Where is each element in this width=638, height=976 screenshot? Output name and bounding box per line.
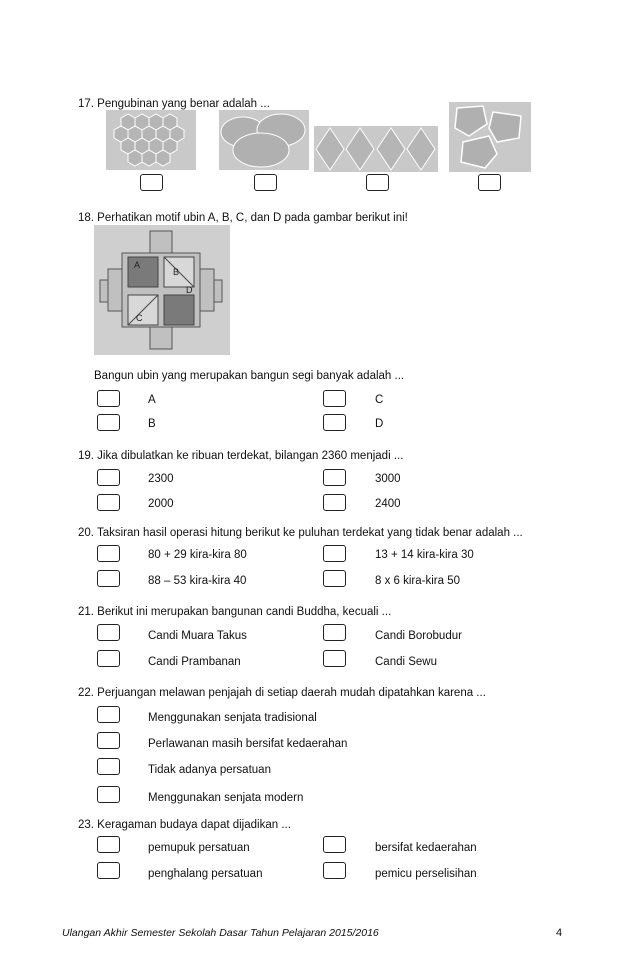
q21-option-1-checkbox[interactable]: [97, 624, 120, 641]
question-21: 21. Berikut ini merupakan bangunan candi Buddha, kecuali ...: [78, 606, 392, 618]
motif-label-d: D: [186, 285, 193, 295]
q20-option-2: 13 + 14 kira-kira 30: [375, 549, 474, 561]
question-23: 23. Keragaman budaya dapat dijadikan ...: [78, 819, 291, 831]
motif-label-b: B: [173, 267, 180, 277]
q21-option-4: Candi Sewu: [375, 656, 438, 668]
q20-option-3: 88 – 53 kira-kira 40: [148, 575, 247, 587]
page-footer: Ulangan Akhir Semester Sekolah Dasar Tahun Pelajaran 2015/2016: [62, 927, 379, 939]
question-17: 17. Pengubinan yang benar adalah ...: [78, 98, 270, 110]
q23-option-1: pemupuk persatuan: [148, 842, 250, 854]
q20-option-1: 80 + 29 kira-kira 80: [148, 549, 247, 561]
q19-option-2-checkbox[interactable]: [323, 469, 346, 486]
q21-option-2-checkbox[interactable]: [323, 624, 346, 641]
q22-option-3: Tidak adanya persatuan: [148, 764, 271, 776]
q23-option-4: pemicu perselisihan: [375, 868, 477, 880]
q22-option-4-checkbox[interactable]: [97, 786, 120, 803]
q17-option-4-checkbox[interactable]: [478, 174, 501, 191]
q22-option-2-checkbox[interactable]: [97, 732, 120, 749]
tile-motif-image: [94, 225, 230, 355]
q23-option-3-checkbox[interactable]: [97, 862, 120, 879]
q22-option-1: Menggunakan senjata tradisional: [148, 712, 317, 724]
page-number: 4: [556, 927, 563, 939]
q20-option-2-checkbox[interactable]: [323, 545, 346, 562]
q21-option-3-checkbox[interactable]: [97, 650, 120, 667]
q19-option-1-checkbox[interactable]: [97, 469, 120, 486]
q23-option-2-checkbox[interactable]: [323, 836, 346, 853]
tiling-hexagon-image: [106, 110, 196, 170]
q19-option-3: 2000: [148, 498, 174, 510]
q18-option-a-checkbox[interactable]: [97, 390, 120, 407]
q19-option-2: 3000: [375, 473, 401, 485]
motif-label-a: A: [134, 260, 141, 270]
q17-option-3-checkbox[interactable]: [366, 174, 389, 191]
q18-option-a: A: [148, 394, 156, 406]
q21-option-4-checkbox[interactable]: [323, 650, 346, 667]
q20-option-4: 8 x 6 kira-kira 50: [375, 575, 461, 587]
question-19: 19. Jika dibulatkan ke ribuan terdekat, bilangan 2360 menjadi ...: [78, 450, 404, 462]
q19-option-4: 2400: [375, 498, 401, 510]
q17-option-2-checkbox[interactable]: [254, 174, 277, 191]
q21-option-2: Candi Borobudur: [375, 630, 462, 642]
question-20: 20. Taksiran hasil operasi hitung berikut ke puluhan terdekat yang tidak benar adalah ...: [78, 527, 523, 539]
q22-option-3-checkbox[interactable]: [97, 758, 120, 775]
q18-option-b: B: [148, 418, 156, 430]
q19-option-4-checkbox[interactable]: [323, 494, 346, 511]
motif-label-c: C: [136, 313, 143, 323]
q18-option-c-checkbox[interactable]: [323, 390, 346, 407]
q23-option-3: penghalang persatuan: [148, 868, 263, 880]
q18-option-c: C: [375, 394, 384, 406]
question-18: 18. Perhatikan motif ubin A, B, C, dan D pada gambar berikut ini!: [78, 212, 408, 224]
q18-option-d: D: [375, 418, 384, 430]
question-22: 22. Perjuangan melawan penjajah di setiap daerah mudah dipatahkan karena ...: [78, 687, 486, 699]
q20-option-1-checkbox[interactable]: [97, 545, 120, 562]
q23-option-2: bersifat kedaerahan: [375, 842, 477, 854]
q23-option-1-checkbox[interactable]: [97, 836, 120, 853]
q18-option-b-checkbox[interactable]: [97, 414, 120, 431]
q23-option-4-checkbox[interactable]: [323, 862, 346, 879]
q21-option-3: Candi Prambanan: [148, 656, 241, 668]
q20-option-4-checkbox[interactable]: [323, 570, 346, 587]
tiling-ellipse-image: [219, 110, 309, 170]
q21-option-1: Candi Muara Takus: [148, 630, 247, 642]
q19-option-3-checkbox[interactable]: [97, 494, 120, 511]
q22-option-1-checkbox[interactable]: [97, 706, 120, 723]
q18-option-d-checkbox[interactable]: [323, 414, 346, 431]
tiling-diamond-image: [314, 126, 438, 172]
tiling-pentagon-image: [449, 102, 531, 172]
q17-option-1-checkbox[interactable]: [140, 174, 163, 191]
q19-option-1: 2300: [148, 473, 174, 485]
q18-prompt: Bangun ubin yang merupakan bangun segi banyak adalah ...: [94, 370, 405, 382]
q22-option-2: Perlawanan masih bersifat kedaerahan: [148, 738, 348, 750]
q22-option-4: Menggunakan senjata modern: [148, 792, 304, 804]
q20-option-3-checkbox[interactable]: [97, 570, 120, 587]
